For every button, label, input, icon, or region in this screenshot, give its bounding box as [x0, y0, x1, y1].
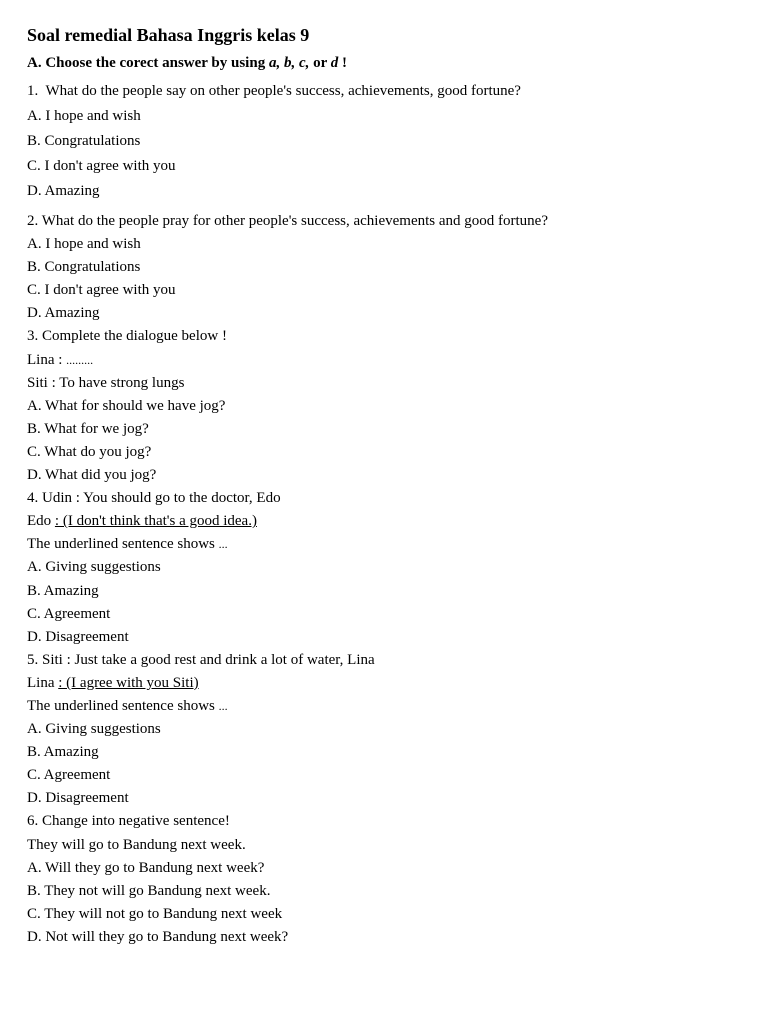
- question-5-underlined-sentence: : (I agree with you Siti): [58, 674, 199, 691]
- instruction-prefix: A. Choose the corect answer by using: [27, 55, 269, 71]
- question-6: [27, 810, 747, 949]
- question-3-option-d: D. What did you jog?: [27, 467, 157, 484]
- question-4-prompt: [27, 533, 747, 556]
- question-2-option-d: D. Amazing: [27, 305, 100, 322]
- question-5: [27, 649, 747, 811]
- question-1-option-a: A. I hope and wish: [27, 108, 141, 124]
- question-5-speaker: Lina: [27, 674, 59, 691]
- question-2-text: 2. What do the people pray for other people's success, achievements and good fortune?: [27, 213, 549, 229]
- dialogue-blank: .........: [66, 352, 94, 367]
- question-4-option-b: B. Amazing: [27, 582, 99, 599]
- instruction-last-letter: d: [330, 55, 339, 71]
- question-1: [27, 79, 747, 204]
- question-2-option-a: A. I hope and wish: [27, 236, 141, 253]
- question-5-prompt-text: The underlined sentence shows: [27, 697, 219, 714]
- question-4-option-d: D. Disagreement: [27, 628, 129, 645]
- dialogue-line-lina: [27, 349, 747, 372]
- question-6-option-d: D. Not will they go to Bandung next week?: [27, 928, 289, 945]
- question-3-option-b: B. What for we jog?: [27, 420, 149, 437]
- question-3: [27, 325, 747, 487]
- question-4-prompt-dots: ...: [218, 537, 228, 552]
- question-6-option-a: A. Will they go to Bandung next week?: [27, 859, 265, 876]
- question-5-prompt-dots: ...: [218, 698, 228, 713]
- question-6-sentence: They will go to Bandung next week.: [27, 836, 246, 853]
- question-4-option-c: C. Agreement: [27, 605, 111, 622]
- question-4-underlined-sentence: : (I don't think that's a good idea.): [54, 513, 257, 530]
- question-5-option-b: B. Amazing: [27, 744, 99, 761]
- dialogue-line-siti: Siti : To have strong lungs: [27, 374, 185, 391]
- question-1-option-c: C. I don't agree with you: [27, 158, 176, 174]
- question-5-option-a: A. Giving suggestions: [27, 721, 161, 738]
- question-4-option-a: A. Giving suggestions: [27, 559, 161, 576]
- question-6-option-b: B. They not will go Bandung next week.: [27, 882, 271, 899]
- question-6-option-c: C. They will not go to Bandung next week: [27, 905, 283, 922]
- question-2-option-c: C. I don't agree with you: [27, 282, 176, 299]
- question-4-response: [27, 510, 747, 533]
- instruction-mid: or: [309, 55, 331, 71]
- question-1-option-d: D. Amazing: [27, 183, 100, 199]
- question-2: [27, 210, 747, 325]
- question-6-text: 6. Change into negative sentence!: [27, 813, 230, 830]
- question-3-text: 3. Complete the dialogue below !: [27, 328, 227, 345]
- question-5-response: [27, 672, 747, 695]
- question-1-option-b: B. Congratulations: [27, 133, 141, 149]
- question-4-speaker: Edo: [27, 513, 55, 530]
- document-title: Soal remedial Bahasa Inggris kelas 9: [27, 25, 310, 45]
- question-1-text: 1. What do the people say on other people's success, achievements, good fortune?: [27, 83, 521, 99]
- instruction-letters: a, b, c,: [268, 55, 310, 71]
- question-3-option-c: C. What do you jog?: [27, 443, 152, 460]
- question-5-option-d: D. Disagreement: [27, 790, 129, 807]
- section-instruction: [27, 52, 747, 74]
- question-4-prompt-text: The underlined sentence shows: [27, 536, 219, 553]
- question-5-option-c: C. Agreement: [27, 767, 111, 784]
- question-4: [27, 487, 747, 649]
- question-5-prompt: [27, 695, 747, 718]
- question-5-text: 5. Siti : Just take a good rest and drink a lot of water, Lina: [27, 651, 375, 668]
- instruction-suffix: !: [338, 55, 348, 71]
- question-4-text: 4. Udin : You should go to the doctor, Edo: [27, 490, 281, 507]
- dialogue-speaker-lina: Lina :: [27, 351, 67, 368]
- question-3-option-a: A. What for should we have jog?: [27, 397, 226, 414]
- question-2-option-b: B. Congratulations: [27, 259, 141, 276]
- document-page: [27, 22, 747, 949]
